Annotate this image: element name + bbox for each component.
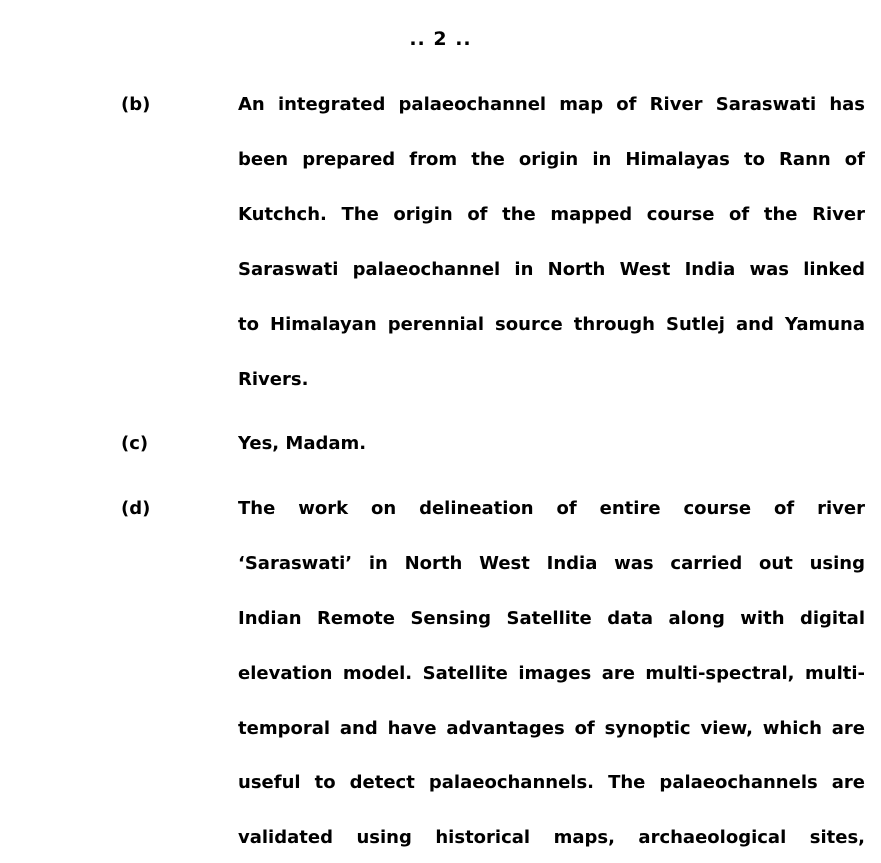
paragraph-line: elevation model. Satellite images are multi-spectral, multi- bbox=[238, 663, 865, 684]
item-label-d: (d) bbox=[121, 498, 151, 519]
item-label-b: (b) bbox=[121, 94, 151, 115]
paragraph-line: useful to detect palaeochannels. The palaeochannels are bbox=[238, 772, 865, 793]
paragraph-line: to Himalayan perennial source through Sutlej and Yamuna bbox=[238, 314, 865, 335]
paragraph-line: The work on delineation of entire course of river bbox=[238, 498, 865, 519]
item-label-c: (c) bbox=[121, 433, 149, 454]
paragraph-line: Indian Remote Sensing Satellite data along with digital bbox=[238, 608, 865, 629]
page-number: .. 2 .. bbox=[409, 28, 472, 50]
paragraph-line: Yes, Madam. bbox=[238, 433, 367, 454]
paragraph-line: temporal and have advantages of synoptic view, which are bbox=[238, 718, 865, 739]
paragraph-line: Kutchch. The origin of the mapped course of the River bbox=[238, 204, 865, 225]
paragraph-line: Saraswati palaeochannel in North West India was linked bbox=[238, 259, 865, 280]
paragraph-line: ‘Saraswati’ in North West India was carried out using bbox=[238, 553, 865, 574]
paragraph-line: Rivers. bbox=[238, 369, 309, 390]
paragraph-line: validated using historical maps, archaeological sites, bbox=[238, 827, 865, 848]
paragraph-line: been prepared from the origin in Himalayas to Rann of bbox=[238, 149, 865, 170]
paragraph-line: An integrated palaeochannel map of River Saraswati has bbox=[238, 94, 865, 115]
